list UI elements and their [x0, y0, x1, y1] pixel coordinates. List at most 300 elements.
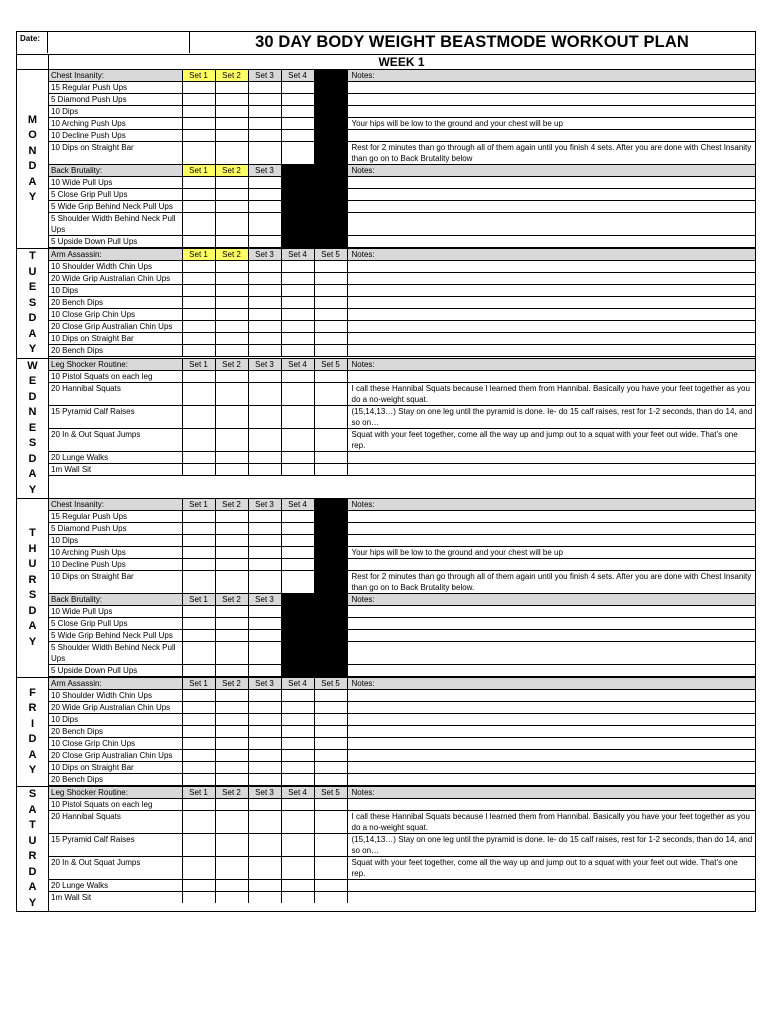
set-4-entry[interactable] [281, 106, 314, 118]
set-3-entry[interactable] [248, 547, 281, 559]
set-3-entry[interactable] [248, 750, 281, 762]
set-5-entry[interactable] [314, 774, 347, 786]
exercise-row [49, 142, 755, 165]
set-3-entry[interactable] [248, 201, 281, 213]
set-3-entry[interactable] [248, 213, 281, 236]
set-2-entry[interactable] [215, 201, 248, 213]
set-1-entry[interactable] [182, 630, 215, 642]
set-5-entry[interactable] [314, 799, 347, 811]
set-2-header: Set 2 [215, 165, 248, 177]
exercise-note [347, 273, 755, 285]
day-letter: U [28, 558, 37, 570]
set-3-entry[interactable] [248, 333, 281, 345]
exercise-row [49, 333, 755, 345]
set-1-entry[interactable] [182, 370, 215, 382]
set-2-entry[interactable] [215, 177, 248, 189]
set-2-entry[interactable] [215, 547, 248, 559]
exercise-name: 10 Dips on Straight Bar [49, 571, 182, 594]
set-3-entry[interactable] [248, 451, 281, 463]
set-1-entry[interactable] [182, 606, 215, 618]
set-4-entry[interactable] [281, 702, 314, 714]
set-3-entry[interactable] [248, 261, 281, 273]
set-5-entry[interactable] [314, 857, 347, 880]
notes-header: Notes: [347, 678, 755, 690]
set-4-entry[interactable] [281, 297, 314, 309]
set-1-entry[interactable] [182, 82, 215, 94]
set-1-entry[interactable] [182, 309, 215, 321]
set-2-header: Set 2 [215, 70, 248, 82]
blocked-cell [281, 165, 347, 248]
set-3-entry[interactable] [248, 690, 281, 702]
set-1-entry[interactable] [182, 142, 215, 165]
set-1-entry[interactable] [182, 106, 215, 118]
set-1-entry[interactable] [182, 511, 215, 523]
set-2-entry[interactable] [215, 559, 248, 571]
exercise-note [347, 297, 755, 309]
set-2-entry[interactable] [215, 261, 248, 273]
set-1-entry[interactable] [182, 345, 215, 357]
section-title: Back Brutality: [49, 165, 182, 177]
set-2-entry[interactable] [215, 106, 248, 118]
set-5-entry[interactable] [314, 738, 347, 750]
day-letter: Y [28, 635, 37, 648]
set-1-entry[interactable] [182, 428, 215, 451]
set-1-entry[interactable] [182, 201, 215, 213]
set-1-entry[interactable] [182, 451, 215, 463]
set-3-entry[interactable] [248, 774, 281, 786]
set-3-entry[interactable] [248, 857, 281, 880]
exercise-row [49, 892, 755, 904]
set-3-entry[interactable] [248, 321, 281, 333]
set-1-entry[interactable] [182, 273, 215, 285]
exercise-note [347, 750, 755, 762]
exercise-note [347, 762, 755, 774]
set-2-header: Set 2 [215, 594, 248, 606]
set-4-entry[interactable] [281, 118, 314, 130]
set-4-entry[interactable] [281, 273, 314, 285]
set-3-entry[interactable] [248, 236, 281, 248]
exercise-note [347, 523, 755, 535]
exercise-row [49, 857, 755, 880]
set-4-entry[interactable] [281, 333, 314, 345]
set-4-entry[interactable] [281, 714, 314, 726]
exercise-name: 10 Dips [49, 106, 182, 118]
set-4-entry[interactable] [281, 261, 314, 273]
set-1-entry[interactable] [182, 738, 215, 750]
set-1-entry[interactable] [182, 714, 215, 726]
set-2-entry[interactable] [215, 142, 248, 165]
day-label [17, 787, 49, 911]
set-2-entry[interactable] [215, 213, 248, 236]
set-5-entry[interactable] [314, 702, 347, 714]
set-1-entry[interactable] [182, 94, 215, 106]
set-3-entry[interactable] [248, 463, 281, 475]
set-4-entry[interactable] [281, 370, 314, 382]
set-2-entry[interactable] [215, 321, 248, 333]
set-1-entry[interactable] [182, 702, 215, 714]
set-5-entry[interactable] [314, 333, 347, 345]
set-4-entry[interactable] [281, 285, 314, 297]
set-2-entry[interactable] [215, 297, 248, 309]
set-1-entry[interactable] [182, 559, 215, 571]
exercise-row [49, 106, 755, 118]
set-5-entry[interactable] [314, 309, 347, 321]
set-2-entry[interactable] [215, 428, 248, 451]
section-title: Chest Insanity: [49, 499, 182, 511]
set-3-entry[interactable] [248, 382, 281, 405]
set-1-entry[interactable] [182, 618, 215, 630]
day-label [17, 678, 49, 786]
set-4-entry[interactable] [281, 535, 314, 547]
exercise-note [347, 618, 755, 630]
set-1-entry[interactable] [182, 880, 215, 892]
exercise-name: 5 Diamond Push Ups [49, 523, 182, 535]
day-letter: E [28, 421, 37, 434]
exercise-table [49, 359, 755, 476]
set-3-header: Set 3 [248, 165, 281, 177]
set-5-entry[interactable] [314, 690, 347, 702]
set-2-entry[interactable] [215, 738, 248, 750]
set-1-entry[interactable] [182, 189, 215, 201]
set-3-entry[interactable] [248, 630, 281, 642]
set-1-header: Set 1 [182, 359, 215, 371]
set-2-entry[interactable] [215, 82, 248, 94]
set-5-entry[interactable] [314, 382, 347, 405]
exercise-row [49, 880, 755, 892]
set-3-entry[interactable] [248, 571, 281, 594]
set-5-entry[interactable] [314, 811, 347, 834]
set-1-entry[interactable] [182, 642, 215, 665]
exercise-name: 10 Wide Pull Ups [49, 606, 182, 618]
day-letter: Y [28, 764, 37, 776]
set-1-entry[interactable] [182, 857, 215, 880]
set-4-entry[interactable] [281, 130, 314, 142]
set-4-entry[interactable] [281, 750, 314, 762]
set-2-entry[interactable] [215, 273, 248, 285]
set-4-entry[interactable] [281, 762, 314, 774]
exercise-note: Your hips will be low to the ground and your chest will be up [347, 547, 755, 559]
notes-header: Notes: [347, 499, 755, 511]
set-1-entry[interactable] [182, 811, 215, 834]
exercise-row [49, 236, 755, 248]
set-3-entry[interactable] [248, 799, 281, 811]
set-1-entry[interactable] [182, 892, 215, 904]
day-letter: D [28, 312, 37, 324]
set-3-entry[interactable] [248, 523, 281, 535]
day-letter: A [28, 175, 37, 188]
section-title: Chest Insanity: [49, 70, 182, 82]
set-4-entry[interactable] [281, 321, 314, 333]
notes-header: Notes: [347, 249, 755, 261]
set-1-entry[interactable] [182, 405, 215, 428]
exercise-row [49, 118, 755, 130]
set-4-entry[interactable] [281, 834, 314, 857]
set-2-entry[interactable] [215, 535, 248, 547]
set-5-entry[interactable] [314, 261, 347, 273]
set-4-entry[interactable] [281, 309, 314, 321]
set-1-entry[interactable] [182, 535, 215, 547]
set-2-entry[interactable] [215, 405, 248, 428]
set-1-entry[interactable] [182, 762, 215, 774]
set-5-entry[interactable] [314, 297, 347, 309]
set-3-entry[interactable] [248, 285, 281, 297]
exercise-note [347, 236, 755, 248]
set-3-entry[interactable] [248, 142, 281, 165]
set-2-entry[interactable] [215, 236, 248, 248]
set-2-entry[interactable] [215, 511, 248, 523]
set-5-entry[interactable] [314, 321, 347, 333]
set-4-entry[interactable] [281, 726, 314, 738]
set-1-entry[interactable] [182, 523, 215, 535]
set-2-entry[interactable] [215, 834, 248, 857]
exercise-name: 5 Upside Down Pull Ups [49, 665, 182, 677]
set-2-entry[interactable] [215, 762, 248, 774]
set-2-entry[interactable] [215, 811, 248, 834]
set-3-entry[interactable] [248, 106, 281, 118]
set-3-entry[interactable] [248, 273, 281, 285]
set-2-entry[interactable] [215, 130, 248, 142]
exercise-name: 10 Shoulder Width Chin Ups [49, 261, 182, 273]
set-4-header: Set 4 [281, 678, 314, 690]
set-2-header: Set 2 [215, 249, 248, 261]
day-letter: N [28, 144, 37, 157]
set-4-entry[interactable] [281, 571, 314, 594]
exercise-note [347, 463, 755, 475]
set-4-entry[interactable] [281, 142, 314, 165]
set-3-entry[interactable] [248, 345, 281, 357]
set-3-entry[interactable] [248, 428, 281, 451]
set-4-entry[interactable] [281, 880, 314, 892]
exercise-note [347, 880, 755, 892]
set-1-entry[interactable] [182, 750, 215, 762]
set-4-entry[interactable] [281, 428, 314, 451]
set-1-entry[interactable] [182, 118, 215, 130]
set-3-entry[interactable] [248, 726, 281, 738]
exercise-note [347, 774, 755, 786]
set-2-entry[interactable] [215, 774, 248, 786]
set-3-entry[interactable] [248, 714, 281, 726]
set-3-entry[interactable] [248, 309, 281, 321]
set-5-entry[interactable] [314, 451, 347, 463]
set-4-header: Set 4 [281, 499, 314, 511]
set-2-entry[interactable] [215, 665, 248, 677]
set-5-header: Set 5 [314, 359, 347, 371]
set-3-entry[interactable] [248, 880, 281, 892]
set-5-entry[interactable] [314, 762, 347, 774]
set-4-entry[interactable] [281, 345, 314, 357]
exercise-note [347, 630, 755, 642]
set-1-entry[interactable] [182, 297, 215, 309]
set-1-entry[interactable] [182, 177, 215, 189]
day-letter: O [28, 129, 37, 141]
set-5-entry[interactable] [314, 750, 347, 762]
exercise-note [347, 799, 755, 811]
set-2-entry[interactable] [215, 630, 248, 642]
set-1-entry[interactable] [182, 665, 215, 677]
set-1-entry[interactable] [182, 321, 215, 333]
set-1-entry[interactable] [182, 799, 215, 811]
set-5-entry[interactable] [314, 370, 347, 382]
set-3-entry[interactable] [248, 834, 281, 857]
set-4-entry[interactable] [281, 559, 314, 571]
section-header-row [49, 678, 755, 690]
set-5-entry[interactable] [314, 834, 347, 857]
set-2-entry[interactable] [215, 285, 248, 297]
exercise-name: 5 Close Grip Pull Ups [49, 189, 182, 201]
set-3-entry[interactable] [248, 559, 281, 571]
set-2-entry[interactable] [215, 702, 248, 714]
exercise-note [347, 106, 755, 118]
set-2-header: Set 2 [215, 678, 248, 690]
set-2-entry[interactable] [215, 714, 248, 726]
set-1-entry[interactable] [182, 774, 215, 786]
set-2-entry[interactable] [215, 118, 248, 130]
set-3-entry[interactable] [248, 811, 281, 834]
blocked-cell [281, 594, 347, 677]
set-2-entry[interactable] [215, 189, 248, 201]
set-5-entry[interactable] [314, 714, 347, 726]
exercise-name: 20 Lunge Walks [49, 880, 182, 892]
set-1-entry[interactable] [182, 130, 215, 142]
page-title: 30 DAY BODY WEIGHT BEASTMODE WORKOUT PLAN [255, 33, 689, 51]
set-2-entry[interactable] [215, 857, 248, 880]
section-header-row [49, 499, 755, 511]
set-5-entry[interactable] [314, 285, 347, 297]
set-4-entry[interactable] [281, 511, 314, 523]
set-1-entry[interactable] [182, 726, 215, 738]
set-2-entry[interactable] [215, 370, 248, 382]
exercise-name: 1m Wall Sit [49, 463, 182, 475]
set-2-entry[interactable] [215, 333, 248, 345]
set-2-entry[interactable] [215, 606, 248, 618]
set-5-entry[interactable] [314, 273, 347, 285]
set-2-entry[interactable] [215, 726, 248, 738]
set-3-entry[interactable] [248, 535, 281, 547]
exercise-row [49, 726, 755, 738]
exercise-note: Your hips will be low to the ground and your chest will be up [347, 118, 755, 130]
set-4-entry[interactable] [281, 451, 314, 463]
set-4-entry[interactable] [281, 799, 314, 811]
set-5-entry[interactable] [314, 428, 347, 451]
set-2-entry[interactable] [215, 463, 248, 475]
set-1-header: Set 1 [182, 594, 215, 606]
day-letter: R [28, 702, 37, 714]
set-2-entry[interactable] [215, 690, 248, 702]
exercise-name: 15 Regular Push Ups [49, 511, 182, 523]
exercise-row [49, 535, 755, 547]
set-5-entry[interactable] [314, 345, 347, 357]
set-4-entry[interactable] [281, 82, 314, 94]
set-3-entry[interactable] [248, 738, 281, 750]
set-2-entry[interactable] [215, 750, 248, 762]
set-4-entry[interactable] [281, 738, 314, 750]
set-2-entry[interactable] [215, 892, 248, 904]
exercise-name: 10 Dips [49, 285, 182, 297]
set-2-entry[interactable] [215, 880, 248, 892]
set-2-entry[interactable] [215, 523, 248, 535]
set-1-entry[interactable] [182, 571, 215, 594]
set-1-entry[interactable] [182, 333, 215, 345]
exercise-name: 10 Arching Push Ups [49, 547, 182, 559]
exercise-row [49, 665, 755, 677]
exercise-name: 20 Wide Grip Australian Chin Ups [49, 273, 182, 285]
set-2-entry[interactable] [215, 571, 248, 594]
set-3-entry[interactable] [248, 405, 281, 428]
set-3-entry[interactable] [248, 762, 281, 774]
workout-plan-sheet [16, 31, 756, 912]
set-4-entry[interactable] [281, 94, 314, 106]
set-4-entry[interactable] [281, 811, 314, 834]
set-3-entry[interactable] [248, 606, 281, 618]
set-3-entry[interactable] [248, 642, 281, 665]
set-2-entry[interactable] [215, 618, 248, 630]
set-4-entry[interactable] [281, 405, 314, 428]
set-1-entry[interactable] [182, 213, 215, 236]
exercise-row [49, 451, 755, 463]
set-2-entry[interactable] [215, 799, 248, 811]
set-4-entry[interactable] [281, 892, 314, 904]
set-2-entry[interactable] [215, 642, 248, 665]
set-2-entry[interactable] [215, 382, 248, 405]
set-4-entry[interactable] [281, 382, 314, 405]
set-4-entry[interactable] [281, 690, 314, 702]
set-1-entry[interactable] [182, 463, 215, 475]
date-field[interactable] [48, 32, 190, 53]
set-3-entry[interactable] [248, 297, 281, 309]
exercise-row [49, 405, 755, 428]
set-3-entry[interactable] [248, 189, 281, 201]
set-3-entry[interactable] [248, 82, 281, 94]
set-1-entry[interactable] [182, 690, 215, 702]
exercise-row [49, 201, 755, 213]
set-5-entry[interactable] [314, 880, 347, 892]
set-3-entry[interactable] [248, 118, 281, 130]
set-3-entry[interactable] [248, 665, 281, 677]
set-5-entry[interactable] [314, 463, 347, 475]
set-4-entry[interactable] [281, 547, 314, 559]
set-2-entry[interactable] [215, 451, 248, 463]
set-1-entry[interactable] [182, 261, 215, 273]
set-2-entry[interactable] [215, 309, 248, 321]
set-4-entry[interactable] [281, 523, 314, 535]
set-3-entry[interactable] [248, 618, 281, 630]
set-5-entry[interactable] [314, 726, 347, 738]
set-3-entry[interactable] [248, 892, 281, 904]
set-4-entry[interactable] [281, 857, 314, 880]
exercise-name: 20 In & Out Squat Jumps [49, 428, 182, 451]
set-5-entry[interactable] [314, 892, 347, 904]
set-1-entry[interactable] [182, 285, 215, 297]
set-1-entry[interactable] [182, 382, 215, 405]
set-1-entry[interactable] [182, 834, 215, 857]
set-3-entry[interactable] [248, 370, 281, 382]
set-3-entry[interactable] [248, 511, 281, 523]
exercise-row [49, 834, 755, 857]
set-3-entry[interactable] [248, 702, 281, 714]
set-2-entry[interactable] [215, 345, 248, 357]
exercise-name: 10 Wide Pull Ups [49, 177, 182, 189]
set-4-entry[interactable] [281, 774, 314, 786]
set-1-entry[interactable] [182, 236, 215, 248]
set-3-entry[interactable] [248, 177, 281, 189]
set-2-entry[interactable] [215, 94, 248, 106]
set-1-entry[interactable] [182, 547, 215, 559]
set-5-entry[interactable] [314, 405, 347, 428]
set-3-entry[interactable] [248, 94, 281, 106]
set-4-entry[interactable] [281, 463, 314, 475]
day-letter: T [29, 250, 36, 262]
set-3-entry[interactable] [248, 130, 281, 142]
